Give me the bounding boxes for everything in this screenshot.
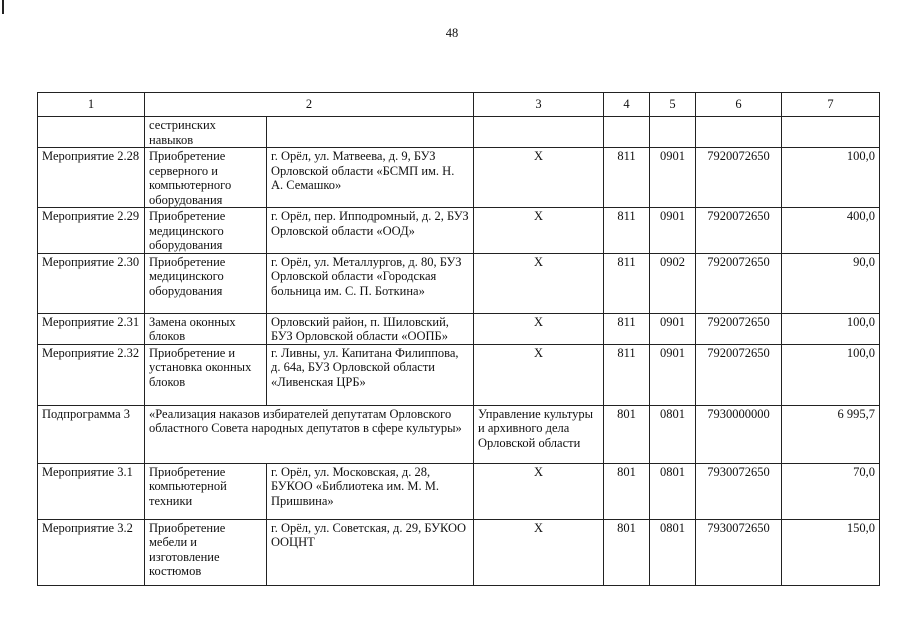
cell-description: Приобретение серверного и компьютерного оборудования: [145, 148, 267, 208]
cell-code: 7930072650: [696, 463, 782, 519]
budget-table: [37, 92, 880, 586]
cell-code: 7930072650: [696, 519, 782, 585]
cell-executor: X: [474, 463, 604, 519]
cell-section: 0901: [650, 148, 696, 208]
table-row: [38, 313, 880, 344]
header-cell: 7: [782, 93, 880, 117]
cell-activity: Мероприятие 2.29: [38, 208, 145, 254]
cell-amount: 100,0: [782, 344, 880, 405]
cell-executor: X: [474, 253, 604, 313]
cell-section: 0801: [650, 405, 696, 463]
cell-executor: X: [474, 208, 604, 254]
cell-amount: 400,0: [782, 208, 880, 254]
table-row: [38, 519, 880, 585]
cell-executor: X: [474, 519, 604, 585]
header-cell: 3: [474, 93, 604, 117]
table-row: [38, 117, 880, 148]
cell-grbs: 801: [604, 463, 650, 519]
page-number: 48: [445, 26, 459, 40]
cell-code: 7920072650: [696, 148, 782, 208]
cell-code: 7930000000: [696, 405, 782, 463]
cell-grbs: 811: [604, 253, 650, 313]
cell-code: 7920072650: [696, 344, 782, 405]
cell-grbs: 811: [604, 344, 650, 405]
cell-executor: Управление культуры и архивного дела Орловской области: [474, 405, 604, 463]
cell-amount: 100,0: [782, 148, 880, 208]
cell-address: Орловский район, п. Шиловский, БУЗ Орловской области «ООПБ»: [267, 313, 474, 344]
cell-address: [267, 117, 474, 148]
cell-activity: Мероприятие 3.2: [38, 519, 145, 585]
header-row: [38, 93, 880, 117]
scan-edge-mark: [2, 0, 4, 14]
cell-grbs: 801: [604, 405, 650, 463]
cell-activity: Мероприятие 3.1: [38, 463, 145, 519]
cell-address: г. Орёл, ул. Советская, д. 29, БУКОО ООЦНТ: [267, 519, 474, 585]
header-cell: 6: [696, 93, 782, 117]
table-row: [38, 344, 880, 405]
cell-description: Приобретение медицинского оборудования: [145, 253, 267, 313]
table-row: [38, 253, 880, 313]
cell-code: 7920072650: [696, 253, 782, 313]
cell-grbs: 801: [604, 519, 650, 585]
cell-code: [696, 117, 782, 148]
cell-executor: X: [474, 344, 604, 405]
cell-address: г. Ливны, ул. Капитана Филиппова, д. 64а, БУЗ Орловской области «Ливенская ЦРБ»: [267, 344, 474, 405]
cell-code: 7920072650: [696, 313, 782, 344]
cell-description: Приобретение мебели и изготовление костюмов: [145, 519, 267, 585]
cell-activity: Мероприятие 2.30: [38, 253, 145, 313]
cell-executor: [474, 117, 604, 148]
cell-description: Приобретение и установка оконных блоков: [145, 344, 267, 405]
table-row: [38, 208, 880, 254]
cell-description: Приобретение медицинского оборудования: [145, 208, 267, 254]
cell-grbs: 811: [604, 208, 650, 254]
cell-address: г. Орёл, ул. Московская, д. 28, БУКОО «Библиотека им. М. М. Пришвина»: [267, 463, 474, 519]
cell-description: сестринских навыков: [145, 117, 267, 148]
cell-section: 0801: [650, 519, 696, 585]
cell-address: г. Орёл, ул. Матвеева, д. 9, БУЗ Орловской области «БСМП им. Н. А. Семашко»: [267, 148, 474, 208]
cell-section: 0901: [650, 313, 696, 344]
cell-activity: [38, 117, 145, 148]
cell-address: г. Орёл, ул. Металлургов, д. 80, БУЗ Орловской области «Городская больница им. С. П. Боткина»: [267, 253, 474, 313]
cell-activity: Мероприятие 2.28: [38, 148, 145, 208]
table-row: [38, 463, 880, 519]
cell-grbs: 811: [604, 148, 650, 208]
cell-section: 0901: [650, 208, 696, 254]
cell-address: г. Орёл, пер. Ипподромный, д. 2, БУЗ Орловской области «ООД»: [267, 208, 474, 254]
cell-subprogram-title: «Реализация наказов избирателей депутатам Орловского областного Совета народных депутатов в сфере культуры»: [145, 405, 474, 463]
table-row: [38, 148, 880, 208]
cell-section: 0801: [650, 463, 696, 519]
cell-amount: 70,0: [782, 463, 880, 519]
cell-activity: Мероприятие 2.31: [38, 313, 145, 344]
cell-executor: X: [474, 313, 604, 344]
cell-executor: X: [474, 148, 604, 208]
header-cell: 5: [650, 93, 696, 117]
subprogram-row: [38, 405, 880, 463]
cell-code: 7920072650: [696, 208, 782, 254]
header-cell: 4: [604, 93, 650, 117]
cell-amount: 100,0: [782, 313, 880, 344]
cell-amount: 90,0: [782, 253, 880, 313]
cell-amount: [782, 117, 880, 148]
cell-section: 0902: [650, 253, 696, 313]
cell-description: Приобретение компьютерной техники: [145, 463, 267, 519]
cell-description: Замена оконных блоков: [145, 313, 267, 344]
cell-grbs: [604, 117, 650, 148]
cell-section: [650, 117, 696, 148]
header-cell: 2: [145, 93, 474, 117]
cell-grbs: 811: [604, 313, 650, 344]
header-cell: 1: [38, 93, 145, 117]
cell-section: 0901: [650, 344, 696, 405]
cell-amount: 6 995,7: [782, 405, 880, 463]
cell-amount: 150,0: [782, 519, 880, 585]
cell-activity: Мероприятие 2.32: [38, 344, 145, 405]
cell-activity: Подпрограмма 3: [38, 405, 145, 463]
